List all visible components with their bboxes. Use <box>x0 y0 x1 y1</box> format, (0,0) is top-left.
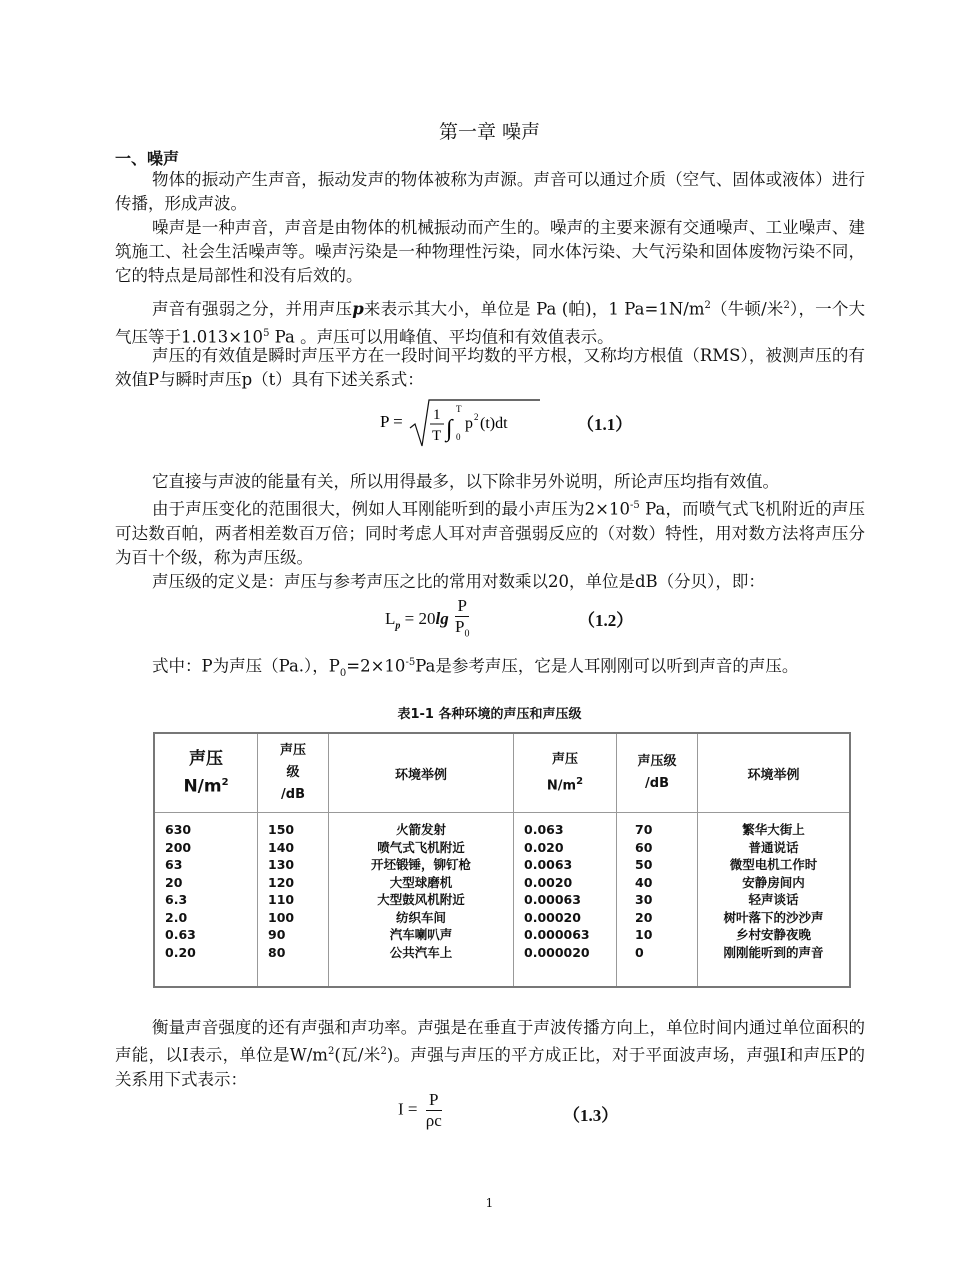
eq1-integrand-rest: (t)dt <box>480 415 508 432</box>
col-spl-2 <box>617 813 698 988</box>
header-environment-2: 环境举例 <box>698 733 851 813</box>
header-spl-2: 声压级 /dB <box>617 733 698 813</box>
table-cell: 汽车喇叭声 <box>389 927 453 942</box>
table-cell: 20 <box>165 874 183 890</box>
table-cell: 乡村安静夜晚 <box>735 927 811 942</box>
table-cell: 20 <box>635 909 653 925</box>
header-environment: 环境举例 <box>329 733 514 813</box>
table-cell: 2.0 <box>165 909 188 925</box>
table-cell: 开坯锻锤，铆钉枪 <box>370 857 471 872</box>
table-cell: 630 <box>165 822 192 837</box>
table-cell: 纺织车间 <box>395 909 446 925</box>
equation-1-2: $L_p = 20\lg$ $\frac{P}{P_0}$ <box>385 596 469 644</box>
table-cell: 轻声谈话 <box>748 892 799 907</box>
table-cell: 刚刚能听到的声音 <box>723 944 824 960</box>
eq1-int-upper: T <box>456 404 462 414</box>
table-cell: 繁华大街上 <box>742 822 805 837</box>
table-cell: 60 <box>635 839 653 855</box>
table-cell: 喷气式飞机附近 <box>377 839 465 855</box>
table-cell: 110 <box>268 892 295 907</box>
eq2-fraction: $\frac{P}{P_0}$ <box>454 596 470 640</box>
table-cell: 公共汽车上 <box>389 944 453 960</box>
paragraph-rms: 声压的有效值是瞬时声压平方在一段时间平均数的平方根，又称均方根值（RMS），被测声压的有效值P与瞬时声压p（t）具有下述关系式： <box>115 346 865 389</box>
col-spl <box>258 813 329 988</box>
table-cell: 0.020 <box>524 839 564 855</box>
integral-sign: ∫ <box>446 416 453 442</box>
table-cell: 30 <box>635 892 653 907</box>
equation-number-1-3: （1.3） <box>563 1106 619 1125</box>
table-cell: 0.63 <box>165 927 196 942</box>
table-cell: 80 <box>268 944 286 960</box>
table-cell: 90 <box>268 927 286 942</box>
table-cell: 63 <box>165 857 183 872</box>
table-cell: 140 <box>268 839 295 855</box>
eq1-lhs: P = <box>380 412 403 431</box>
table-cell: 微型电机工作时 <box>729 857 818 872</box>
chapter-title: 第一章 噪声 <box>438 121 541 143</box>
equation-number-1-1: （1.1） <box>577 415 633 434</box>
paragraph-intensity: 衡量声音强度的还有声强和声功率。声强是在垂直于声波传播方向上，单位时间内通过单位面积的声能，以I表示，单位是$W/m^2$(瓦/米$^2$)。声强与声压的平方成正比，对于平面波声场，声强I和声压P的关系用下式表示： <box>115 1018 866 1089</box>
paragraph-sound-source: 物体的振动产生声音，振动发声的物体被称为声源。声音可以通过介质（空气、固体或液体）进行传播，形成声波。 <box>115 170 865 213</box>
col-environment <box>329 813 514 988</box>
section-heading: 一、噪声 <box>115 149 180 168</box>
header-sound-pressure: 声压 $N/m^2$ <box>154 733 258 813</box>
table-cell: 安静房间内 <box>742 874 805 890</box>
table-cell: 0.0020 <box>524 874 573 890</box>
paragraph-sound-pressure-range: 由于声压变化的范围很大，例如人耳刚能听到的最小声压为$2\times 10^{-5}$ Pa，而喷气式飞机附近的声压可达数百帕，两者相差数百万倍；同时考虑人耳对声音强弱反应的（对数）特性，用对数方法将声压分为百十个级，称为声压级。 <box>115 499 865 567</box>
page-number: 1 <box>485 1196 494 1210</box>
table-cell: 200 <box>165 839 192 855</box>
table-data-row <box>154 813 850 988</box>
eq3-fraction: $\frac{P}{\rho c}$ <box>425 1090 442 1130</box>
table-caption: 表1-1 各种环境的声压和声压级 <box>397 707 582 722</box>
table-cell: 6.3 <box>165 892 188 907</box>
eq1-integrand-sup: 2 <box>474 412 479 422</box>
table-cell: 火箭发射 <box>395 822 446 837</box>
table-cell: 0 <box>635 944 644 960</box>
table-cell: 0.00020 <box>524 909 581 925</box>
equation-1-3: I = $\frac{P}{\rho c}$ <box>398 1090 442 1130</box>
table-cell: 0.000063 <box>524 927 590 942</box>
sound-pressure-table <box>153 732 851 988</box>
table-cell: 150 <box>268 822 295 837</box>
table-cell: 10 <box>635 927 653 942</box>
table-cell: 120 <box>268 874 295 890</box>
table-cell: 40 <box>635 874 653 890</box>
table-cell: 0.20 <box>165 944 196 960</box>
eq1-num: 1 <box>433 407 441 423</box>
paragraph-spl-definition: 声压级的定义是：声压与参考声压之比的常用对数乘以20，单位是dB（分贝），即： <box>152 572 765 591</box>
eq1-den: T <box>432 428 442 444</box>
header-spl: 声压 级 /dB <box>258 733 329 813</box>
table-cell: 0.0063 <box>524 857 573 872</box>
eq1-integrand: p <box>465 415 473 432</box>
equation-number-1-2: （1.2） <box>578 611 634 630</box>
table-cell: 大型球磨机 <box>389 874 453 890</box>
eq1-int-lower: 0 <box>456 432 461 442</box>
table-cell: 0.000020 <box>524 944 590 960</box>
table-cell: 0.063 <box>524 822 564 837</box>
paragraph-formula-note: 式中：P为声压（Pa.），$P_0=2\times 10^{-5}Pa$是参考声压，它是人耳刚刚可以听到声音的声压。 <box>152 656 799 679</box>
col-sound-pressure <box>154 813 258 988</box>
table-cell: 70 <box>635 822 653 837</box>
table-header-row <box>154 733 850 813</box>
paragraph-sound-pressure-units: 声音有强弱之分，并用声压p来表示其大小，单位是 Pa (帕)，1 $Pa=1N/m^2$（牛顿/米$^2$），一个大气压等于$1.013\times 10^5$ Pa 。声压可以用峰值、平均值和有效值表示。 <box>115 299 866 346</box>
table-cell: 50 <box>635 857 653 872</box>
equation-1-1-graphic <box>380 398 570 450</box>
table-cell: 大型鼓风机附近 <box>377 892 465 907</box>
table-cell: 130 <box>268 857 295 872</box>
header-sound-pressure-2: 声压 $N/m^2$ <box>514 733 617 813</box>
table-cell: 0.00063 <box>524 892 581 907</box>
paragraph-effective-value: 它直接与声波的能量有关，所以用得最多，以下除非另外说明，所论声压均指有效值。 <box>152 472 779 491</box>
table-cell: 100 <box>268 909 295 925</box>
col-sound-pressure-2 <box>514 813 617 988</box>
table-cell: 普通说话 <box>748 839 799 855</box>
col-environment-2 <box>698 813 851 988</box>
table-cell: 树叶落下的沙沙声 <box>723 909 824 925</box>
paragraph-noise-definition: 噪声是一种声音，声音是由物体的机械振动而产生的。噪声的主要来源有交通噪声、工业噪声、建筑施工、社会生活噪声等。噪声污染是一种物理性污染，同水体污染、大气污染和固体废物污染不同，它的特点是局部性和没有后效的。 <box>115 218 865 285</box>
